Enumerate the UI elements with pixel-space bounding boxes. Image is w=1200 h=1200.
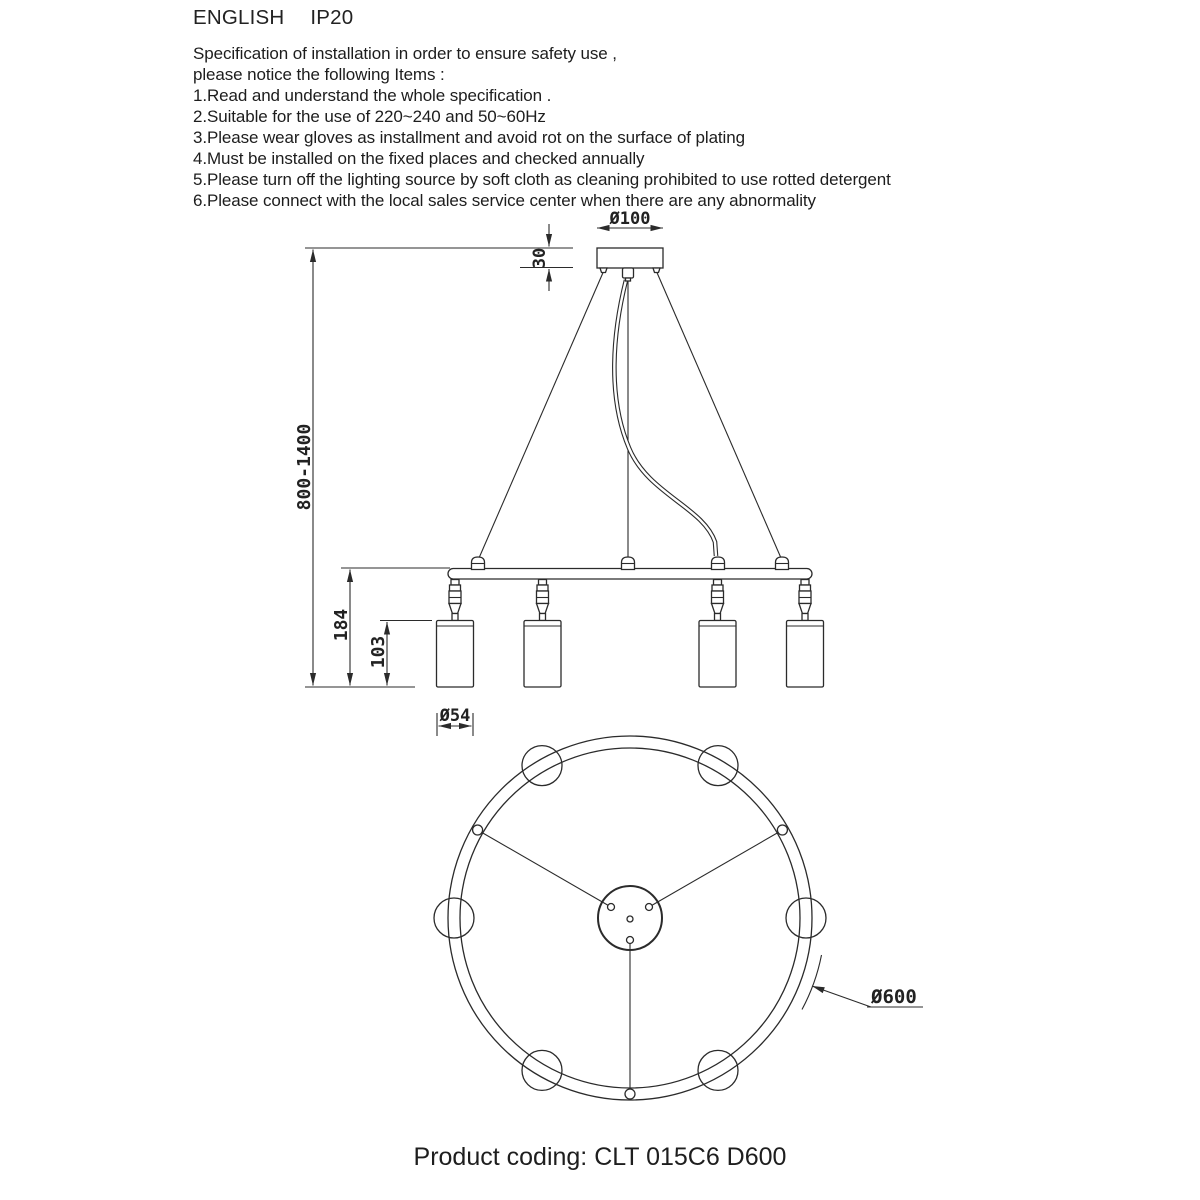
cable-connector bbox=[472, 557, 485, 570]
ip-rating-label: IP20 bbox=[310, 6, 354, 29]
dimension-shade-height bbox=[368, 621, 432, 686]
spokes bbox=[478, 830, 783, 1094]
suspension-cables bbox=[479, 272, 781, 559]
dimension-canopy-height bbox=[520, 224, 573, 291]
ceiling-canopy bbox=[597, 248, 663, 281]
spec-item: 6.Please connect with the local sales service center when there are any abnormality bbox=[193, 191, 816, 210]
cable-anchor bbox=[473, 825, 483, 835]
fixture-drop-label: 184 bbox=[331, 608, 352, 642]
spec-item: 5.Please turn off the lighting source by soft cloth as cleaning prohibited to use rotted detergent bbox=[193, 170, 891, 189]
cable-anchor bbox=[625, 1089, 635, 1099]
canopy-diameter-label: Ø100 bbox=[609, 209, 651, 229]
side-view bbox=[294, 209, 824, 736]
lamp-units bbox=[437, 580, 824, 688]
lamp-unit bbox=[524, 580, 561, 688]
top-view bbox=[434, 736, 923, 1100]
language-label: ENGLISH bbox=[193, 6, 285, 29]
product-coding: Product coding: CLT 015C6 D600 bbox=[413, 1143, 787, 1171]
canopy-height-label: 30 bbox=[530, 247, 550, 269]
dimension-ring-diameter bbox=[802, 955, 923, 1010]
bar-cable-connectors bbox=[472, 557, 789, 570]
dimension-canopy-diameter bbox=[597, 209, 663, 229]
lamp-unit bbox=[437, 580, 474, 688]
spec-item: 1.Read and understand the whole specification . bbox=[193, 86, 552, 105]
power-cord bbox=[614, 280, 716, 556]
shade-height-label: 103 bbox=[368, 635, 389, 669]
bulb-shade bbox=[786, 898, 826, 938]
spec-item: 4.Must be installed on the fixed places and checked annually bbox=[193, 149, 645, 168]
spec-intro-line: please notice the following Items : bbox=[193, 65, 445, 84]
dimension-fixture-drop bbox=[331, 568, 450, 686]
spec-intro-line: Specification of installation in order to ensure safety use , bbox=[193, 44, 617, 63]
lamp-unit bbox=[787, 580, 824, 688]
spec-item: 3.Please wear gloves as installment and avoid rot on the surface of plating bbox=[193, 128, 745, 147]
bulb-shade bbox=[434, 898, 474, 938]
spec-item: 2.Suitable for the use of 220~240 and 50~60Hz bbox=[193, 107, 546, 126]
cable-anchor bbox=[777, 825, 787, 835]
ring-diameter-label: Ø600 bbox=[871, 986, 917, 1008]
cable-connector bbox=[776, 557, 789, 570]
dimension-shade-diameter bbox=[437, 706, 473, 736]
lamp-unit bbox=[699, 580, 736, 688]
suspension-height-label: 800-1400 bbox=[294, 423, 315, 511]
canopy-top-view bbox=[598, 886, 662, 950]
shade-diameter-label: Ø54 bbox=[439, 706, 471, 726]
cord-connector bbox=[712, 557, 725, 570]
cable-connector bbox=[622, 557, 635, 570]
